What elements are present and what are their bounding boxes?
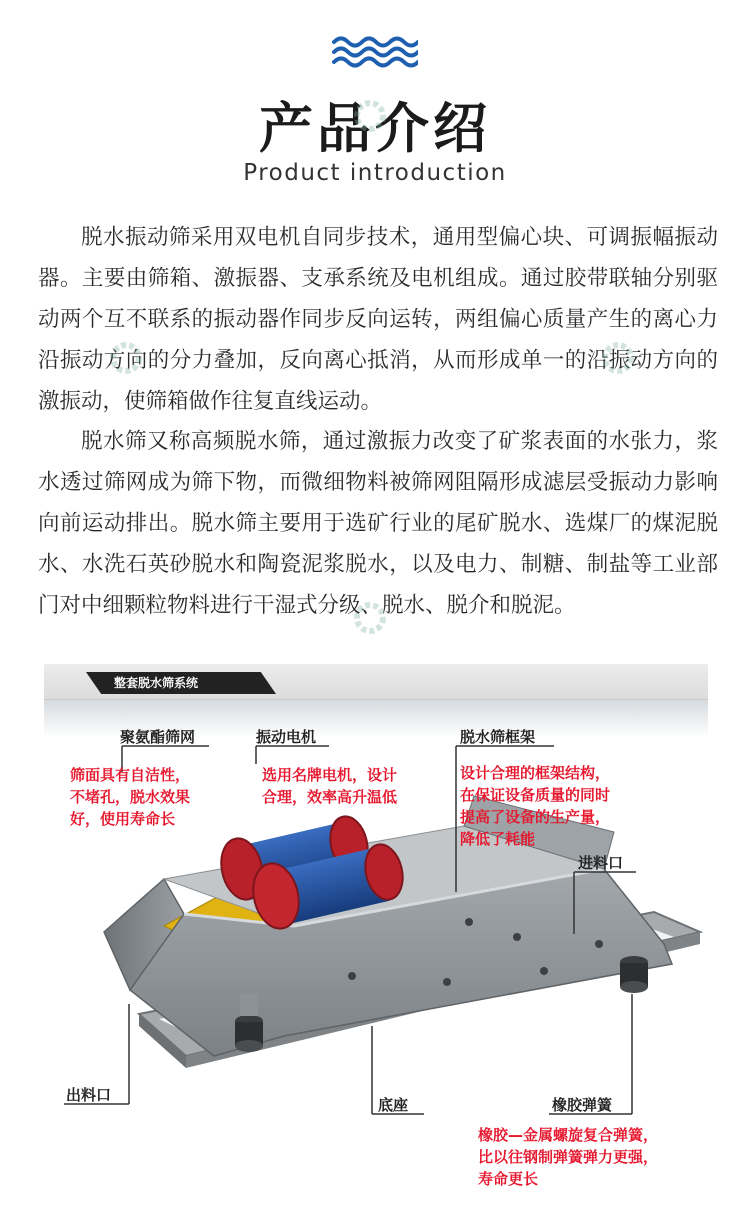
dewatering-screen-diagram bbox=[44, 664, 708, 1206]
figure-tab-label: 整套脱水筛系统 bbox=[114, 676, 199, 690]
intro-paragraph-1: 脱水振动筛采用双电机自同步技术，通用型偏心块、可调振幅振动器。主要由筛箱、激振器、支承系统及电机组成。通过胶带联轴分别驱动两个互不联系的振动器作同步反向运转，两组偏心质量产生的离心力沿振动方向的分力叠加，反向离心抵消，从而形成单一的沿振动方向的激振动，使筛箱做作往复直线运动。 bbox=[38, 225, 718, 414]
label-screen-mesh: 聚氨酯筛网 bbox=[120, 728, 196, 746]
page-title: 产品介绍 bbox=[259, 97, 491, 160]
label-base: 底座 bbox=[378, 1096, 409, 1114]
note-frame: 设计合理的框架结构， 在保证设备质量的同时 提高了设备的生产量， 降低了耗能 bbox=[460, 764, 611, 848]
label-vibration-motor: 振动电机 bbox=[256, 728, 317, 746]
page-subtitle: Product introduction bbox=[243, 160, 507, 186]
label-spring: 橡胶弹簧 bbox=[552, 1096, 613, 1114]
note-spring: 橡胶—金属螺旋复合弹簧， 比以往钢制弹簧弹力更强， 寿命更长 bbox=[478, 1126, 659, 1188]
note-screen-mesh: 筛面具有自洁性， 不堵孔，脱水效果 好，使用寿命长 bbox=[70, 766, 191, 828]
label-outlet: 出料口 bbox=[66, 1086, 112, 1104]
intro-paragraph-2: 脱水筛又称高频脱水筛，通过激振力改变了矿浆表面的水张力，浆水透过筛网成为筛下物，而微细物料被筛网阻隔形成滤层受振动力影响向前运动排出。脱水筛主要用于选矿行业的尾矿脱水、选煤厂的煤泥脱水、水洗石英砂脱水和陶瓷泥浆脱水，以及电力、制糖、制盐等工业部门对中细颗粒物料进行干湿式分级、脱水、脱介和脱泥。 bbox=[38, 429, 718, 618]
label-inlet: 进料口 bbox=[578, 854, 624, 872]
wave-logo-icon bbox=[332, 34, 418, 68]
note-vibration-motor: 选用名牌电机，设计 合理，效率高升温低 bbox=[262, 766, 398, 806]
label-frame: 脱水筛框架 bbox=[460, 728, 536, 746]
